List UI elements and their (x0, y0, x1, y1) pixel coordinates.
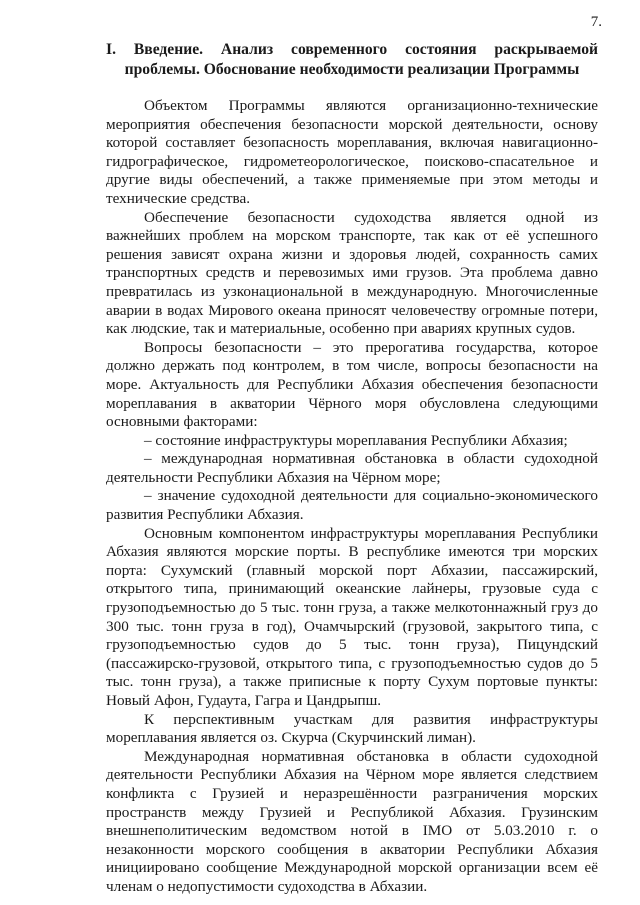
list-item-regulatory: – международная нормативная обстановка в области судоходной деятельности Республики Абхазия на Чёрном море; (106, 450, 598, 486)
paragraph-safety-questions: Вопросы безопасности – это прерогатива государства, которое должно держать под контролем, в том числе, вопросы безопасности на море. Актуальность для Республики Абхазия обеспечения безопасности мореплавания в акватории Чёрного моря обусловлена следующими основными факторами: (106, 338, 598, 431)
page-number: 7. (590, 14, 602, 30)
document-body (106, 97, 598, 897)
paragraph-sea-ports: Основным компонентом инфраструктуры мореплавания Республики Абхазия являются морские порты. В республике имеются три морских порта: Сухумский (главный морской порт Абхазии, пассажирский, открытого типа, принимающий океанские лайнеры, грузовые суда с грузоподъемностью до 5 тыс. тонн груза, а также мелкотоннажный груз до 300 тыс. тонн груза в год), Очамчырский (грузовой, закрытого типа, с грузоподъемностью судов до 5 тыс. тонн груза), Пицундский (пассажирско-грузовой, открытого типа, с грузоподъемностью судов до 5 тыс. тонн груза), а также приписные к порту Сухум портовые пункты: Новый Афон, Гудаута, Гагра и Цандрыпш. (106, 524, 598, 709)
list-item-infrastructure: – состояние инфраструктуры мореплавания Республики Абхазия; (144, 431, 568, 449)
list-item-economic: – значение судоходной деятельности для социально-экономического развития Республики Абхазия. (106, 487, 598, 524)
section-heading: I. Введение. Анализ современного состояния раскрываемой проблемы. Обоснование необходимости реализации Программы (106, 41, 598, 78)
paragraph-navigation-safety: Обеспечение безопасности судоходства является одной из важнейших проблем на морском транспорте, так как от её успешного решения зависят охрана жизни и здоровья людей, сохранность самих транспортных средств и перевозимых ими грузов. Эта проблема давно превратилась из узконациональной в международную. Многочисленные аварии в водах Мирового океана приносят человечеству огромные потери, как людские, так и материальные, особенно при авариях крупных судов. (106, 208, 598, 338)
paragraph-regulatory-situation: Международная нормативная обстановка в области судоходной деятельности Республики Абхазия на Чёрном море является следствием конфликта с Грузией и неразрешённости разграничения морских пространств между Грузией и Республикой Абхазия. Грузинским внешнеполитическим ведомством нотой в IMO от 5.03.2010 г. о незаконности морского сообщения в акватории Республики Абхазия инициировано сообщение Международной морской организации всем её членам о недопустимости судоходства в Абхазии. (106, 747, 598, 895)
paragraph-program-object: Объектом Программы являются организационно-технические мероприятия обеспечения безопасности морской деятельности, основу которой составляет безопасность мореплавания, включая навигационно-гидрографическое, гидрометеорологическое, поисково-спасательное и другие виды обеспечений, а также применяемые при этом методы и технические средства. (106, 97, 598, 207)
paragraph-perspective-sites: К перспективным участкам для развития инфраструктуры мореплавания является оз. Скурча (Скурчинский лиман). (106, 710, 598, 747)
